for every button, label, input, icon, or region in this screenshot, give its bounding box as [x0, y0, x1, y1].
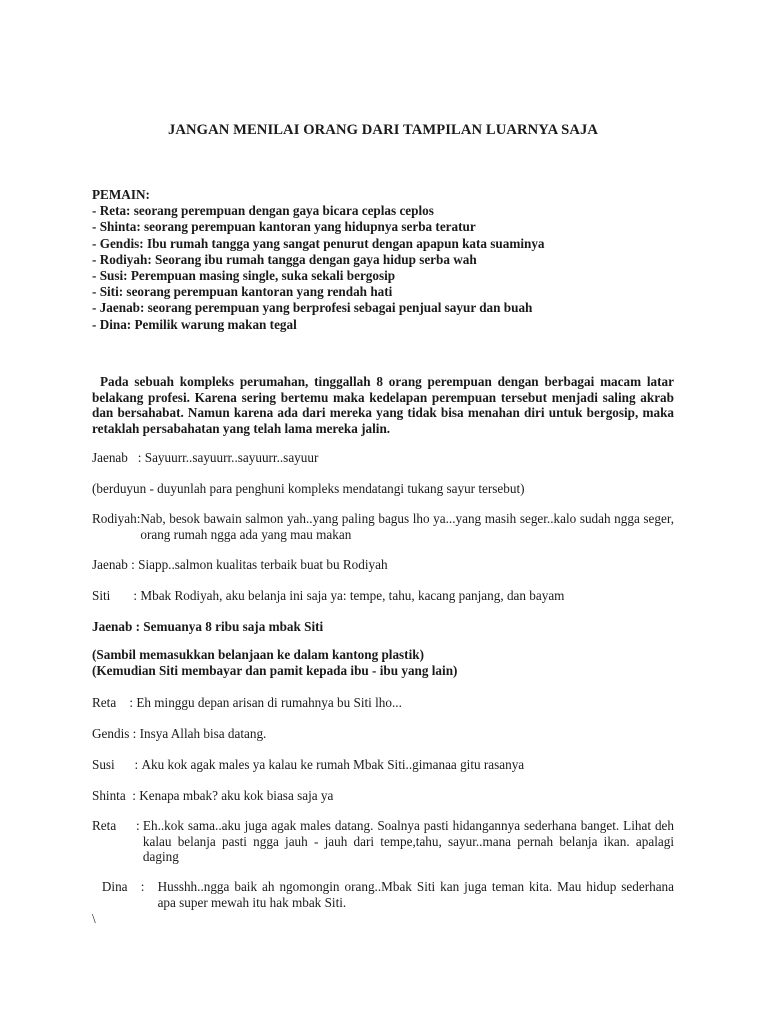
dialogue-line: [92, 726, 674, 742]
cast-heading: PEMAIN:: [92, 187, 150, 202]
cast-item: - Reta: seorang perempuan dengan gaya bicara ceplas ceplos: [92, 203, 434, 219]
speaker-label: Reta :: [92, 695, 137, 710]
dialogue-line: [92, 450, 674, 466]
intro-paragraph: Pada sebuah kompleks perumahan, tinggallah 8 orang perempuan dengan berbagai macam latar belakang profesi. Karena sering bertemu maka kedelapan perempuan tersebut menjadi saling akrab dan bersahabat. Namun karena ada dari mereka yang tidak bisa menahan diri untuk bergosip, maka retaklah persabahatan yang telah lama mereka jalin.: [92, 374, 674, 436]
dialogue-line: [92, 757, 674, 773]
speaker-label: Dina :: [92, 879, 158, 894]
cast-item: - Gendis: Ibu rumah tangga yang sangat penurut dengan apapun kata suaminya: [92, 235, 545, 251]
dialogue-line: [92, 588, 674, 604]
cast-item: - Susi: Perempuan masing single, suka sekali bergosip: [92, 268, 396, 284]
dialogue-text: Husshh..ngga baik ah ngomongin orang..Mbak Siti kan juga teman kita. Mau hidup sederhana apa super mewah itu hak mbak Siti.: [157, 879, 674, 910]
dialogue-text: Eh..kok sama..aku juga agak males datang. Soalnya pasti hidangannya sederhana banget. Lihat deh kalau belanja pasti ngga jauh - jauh dari tempe,tahu, sayur..mana pernah belanja ikan. apalagi daging: [142, 818, 674, 865]
dialogue-text: Mbak Rodiyah, aku belanja ini saja ya: tempe, tahu, kacang panjang, dan bayam: [140, 588, 565, 603]
dialogue-text: Insya Allah bisa datang.: [139, 726, 267, 741]
speaker-label: Reta :: [92, 818, 143, 833]
cast-list: [92, 187, 692, 333]
dialogue-line: [92, 818, 674, 865]
dialogue-line: [92, 788, 674, 804]
dialogue-text: Nab, besok bawain salmon yah..yang paling bagus lho ya...yang masih seger..kalo sudah ngga seger, orang rumah ngga ada yang mau makan: [140, 511, 674, 542]
cast-item: - Dina: Pemilik warung makan tegal: [92, 316, 297, 332]
cast-item: - Shinta: seorang perempuan kantoran yang hidupnya serba teratur: [92, 219, 476, 235]
speaker-label: Jaenab :: [92, 450, 145, 465]
dialogue-text: Sayuurr..sayuurr..sayuurr..sayuur: [144, 450, 319, 465]
speaker-label: Jaenab :: [92, 557, 139, 572]
speaker-label: Gendis :: [92, 726, 140, 741]
cast-item: - Siti: seorang perempuan kantoran yang rendah hati: [92, 284, 393, 300]
dialogue-text: Eh minggu depan arisan di rumahnya bu Siti lho...: [136, 695, 402, 710]
dialogue-line-bold: Jaenab : Semuanya 8 ribu saja mbak Siti: [92, 619, 324, 634]
document-title: JANGAN MENILAI ORANG DARI TAMPILAN LUARNYA SAJA: [167, 122, 599, 138]
dialogue-text: Siapp..salmon kualitas terbaik buat bu Rodiyah: [138, 557, 388, 572]
dialogue-text: Kenapa mbak? aku kok biasa saja ya: [139, 788, 334, 803]
dialogue-line: [92, 557, 674, 573]
stage-direction: (Kemudian Siti membayar dan pamit kepada ibu - ibu yang lain): [92, 663, 458, 678]
dialogue-line: [92, 695, 674, 711]
speaker-label: Susi :: [92, 757, 142, 772]
speaker-label: Siti :: [92, 588, 141, 603]
trailing-backslash: \: [92, 911, 96, 926]
dialogue-line: [92, 511, 674, 542]
dialogue-text: Aku kok agak males ya kalau ke rumah Mbak Siti..gimanaa gitu rasanya: [141, 757, 525, 772]
cast-item: - Rodiyah: Seorang ibu rumah tangga dengan gaya hidup serba wah: [92, 251, 477, 267]
speaker-label: Shinta :: [92, 788, 140, 803]
speaker-label: Rodiyah:: [92, 511, 141, 526]
stage-direction: (Sambil memasukkan belanjaan ke dalam kantong plastik): [92, 647, 424, 662]
cast-item: - Jaenab: seorang perempuan yang berprofesi sebagai penjual sayur dan buah: [92, 300, 533, 316]
stage-direction: (berduyun - duyunlah para penghuni kompleks mendatangi tukang sayur tersebut): [92, 481, 525, 496]
dialogue-line: [92, 879, 674, 910]
